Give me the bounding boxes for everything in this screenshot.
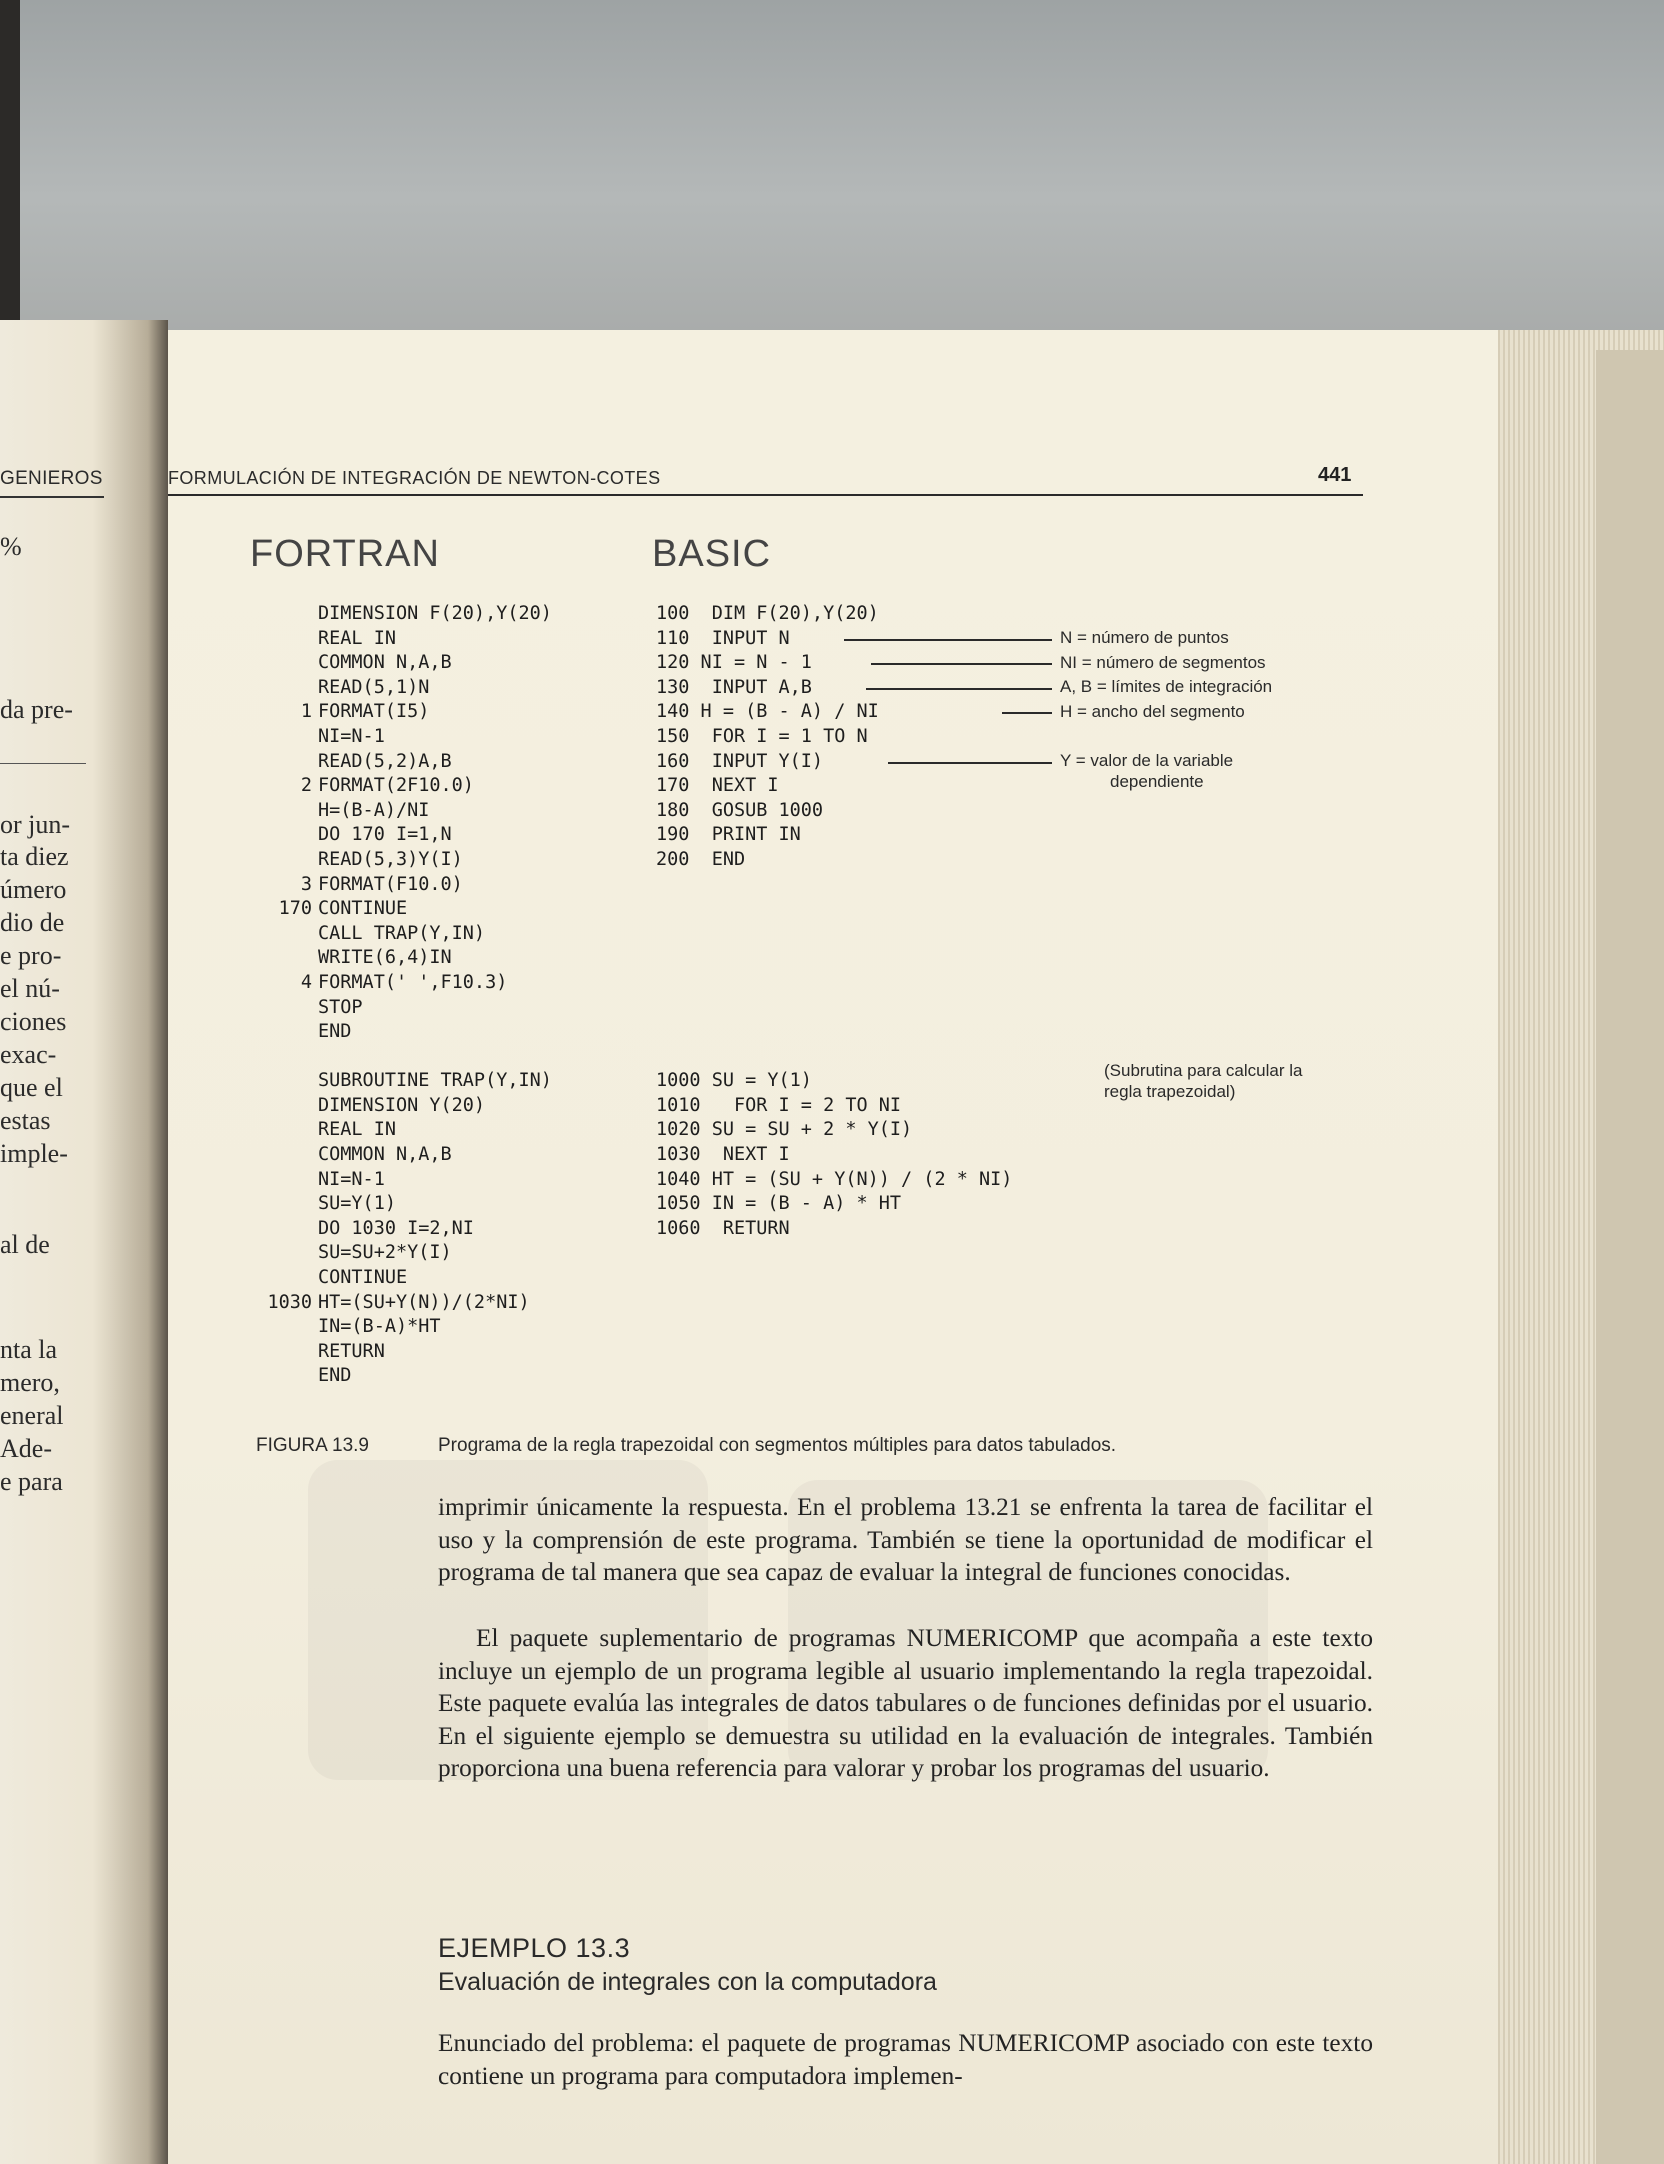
scanner-background [0, 0, 1664, 330]
left-page-line: imple- [0, 1139, 68, 1168]
left-page-line: Ade- [0, 1434, 52, 1463]
left-page-header: GENIEROS [0, 468, 103, 489]
annotation-y-cont: dependiente [1110, 772, 1204, 791]
figure-caption-text: Programa de la regla trapezoidal con segmentos múltiples para datos tabulados. [438, 1435, 1117, 1456]
left-page-line: mero, [0, 1368, 60, 1397]
running-header: FORMULACIÓN DE INTEGRACIÓN DE NEWTON-COTES [168, 468, 661, 488]
annotation-leader-ab [866, 688, 1052, 690]
left-page-line: el nú- [0, 974, 60, 1003]
annotation-n: N = número de puntos [1060, 628, 1229, 647]
left-page-line: eneral [0, 1401, 64, 1430]
left-page-line: úmero [0, 875, 67, 904]
annotation-leader-n [844, 639, 1052, 641]
body-paragraph: imprimir únicamente la respuesta. En el problema 13.21 se enfrenta la tarea de facilitar el uso y la comprensión de este programa. También se tiene la oportunidad de modificar el programa de tal manera que sea capaz de evaluar la integral de funciones conocidas. [438, 1493, 1373, 1586]
left-page-line: que el [0, 1073, 63, 1102]
example-label: EJEMPLO 13.3 [438, 1933, 631, 1963]
figure-caption-label: FIGURA 13.9 [256, 1435, 369, 1456]
book-page [168, 330, 1498, 2164]
fortran-code: DIMENSION F(20),Y(20) REAL IN COMMON N,A,B READ(5,1)N FORMAT(I5) NI=N-1 READ(5,2)A,B FORMAT(2F10.0) H=(B-A)/NI DO 170 I=1,N READ(5,3)Y(I) FORMAT(F10.0) CONTINUE CALL TRAP(Y,IN) WRITE(6,4)IN FORMAT(' ',F10.3) STOP END SUBROUTINE TRAP(Y,IN) DIMENSION Y(20) REAL IN COMMON N,A,B NI=N-1 SU=Y(1) DO 1030 I=2,NI SU=SU+2*Y(I) CONTINUE HT=(SU+Y(N))/(2*NI) IN=(B-A)*HT RETURN END [318, 603, 552, 1387]
left-page-rule [0, 763, 86, 764]
left-page-line: ciones [0, 1007, 67, 1036]
annotation-subroutine: (Subrutina para calcular la [1104, 1061, 1303, 1080]
annotation-leader-ni [871, 663, 1052, 665]
left-page-line: % [0, 532, 22, 561]
left-page-line: ta diez [0, 842, 69, 871]
page-number: 441 [1318, 464, 1352, 486]
left-page-line: estas [0, 1106, 51, 1135]
fortran-statement-labels: 1 2 3 170 4 1030 [267, 701, 312, 1313]
body-paragraph: Enunciado del problema: el paquete de programas NUMERICOMP asociado con este texto contiene un programa para computadora implemen- [438, 2029, 1373, 2090]
left-page-line: or jun- [0, 810, 71, 839]
previous-page [0, 320, 168, 2164]
annotation-leader-y [888, 762, 1052, 764]
example-title: Evaluación de integrales con la computadora [438, 1968, 937, 1996]
left-page-line: e para [0, 1467, 63, 1496]
left-page-line: nta la [0, 1335, 58, 1364]
basic-code: 100 DIM F(20),Y(20) 110 INPUT N 120 NI = N - 1 130 INPUT A,B 140 H = (B - A) / NI 150 FOR I = 1 TO N 160 INPUT Y(I) 170 NEXT I 180 GOSUB 1000 190 PRINT IN 200 END 1000 SU = Y(1) 1010 FOR I = 2 TO NI 1020 SU = SU + 2 * Y(I) 1030 NEXT I 1040 HT = (SU + Y(N)) / (2 * NI) 1050 IN = (B - A) * HT 1060 RETURN [656, 603, 1013, 1239]
annotation-leader-h [1002, 712, 1052, 714]
left-page-line: al de [0, 1230, 50, 1259]
basic-title: BASIC [652, 533, 772, 575]
fortran-title: FORTRAN [250, 533, 440, 575]
header-rule [168, 494, 1363, 496]
annotation-y: Y = valor de la variable [1060, 751, 1234, 770]
left-page-line: e pro- [0, 941, 62, 970]
annotation-h: H = ancho del segmento [1060, 702, 1245, 721]
left-page-line: dio de [0, 908, 65, 937]
annotation-subroutine-cont: regla trapezoidal) [1104, 1082, 1236, 1101]
page-stack-shadow [1596, 350, 1664, 2164]
left-page-line: exac- [0, 1040, 57, 1069]
annotation-ni: NI = número de segmentos [1060, 653, 1266, 672]
left-page-header-rule [0, 496, 104, 498]
body-paragraph: El paquete suplementario de programas NUMERICOMP que acompaña a este texto incluye un ejemplo de un programa legible al usuario implementando la regla trapezoidal. Este paquete evalúa las integrales de datos tabulares o de funciones definidas por el usuario. En el siguiente ejemplo se demuestra su utilidad en la evaluación de integrales. También proporciona una buena referencia para valorar y probar los programas del usuario. [438, 1624, 1373, 1782]
annotation-ab: A, B = límites de integración [1060, 677, 1273, 696]
left-page-line: da pre- [0, 695, 73, 724]
